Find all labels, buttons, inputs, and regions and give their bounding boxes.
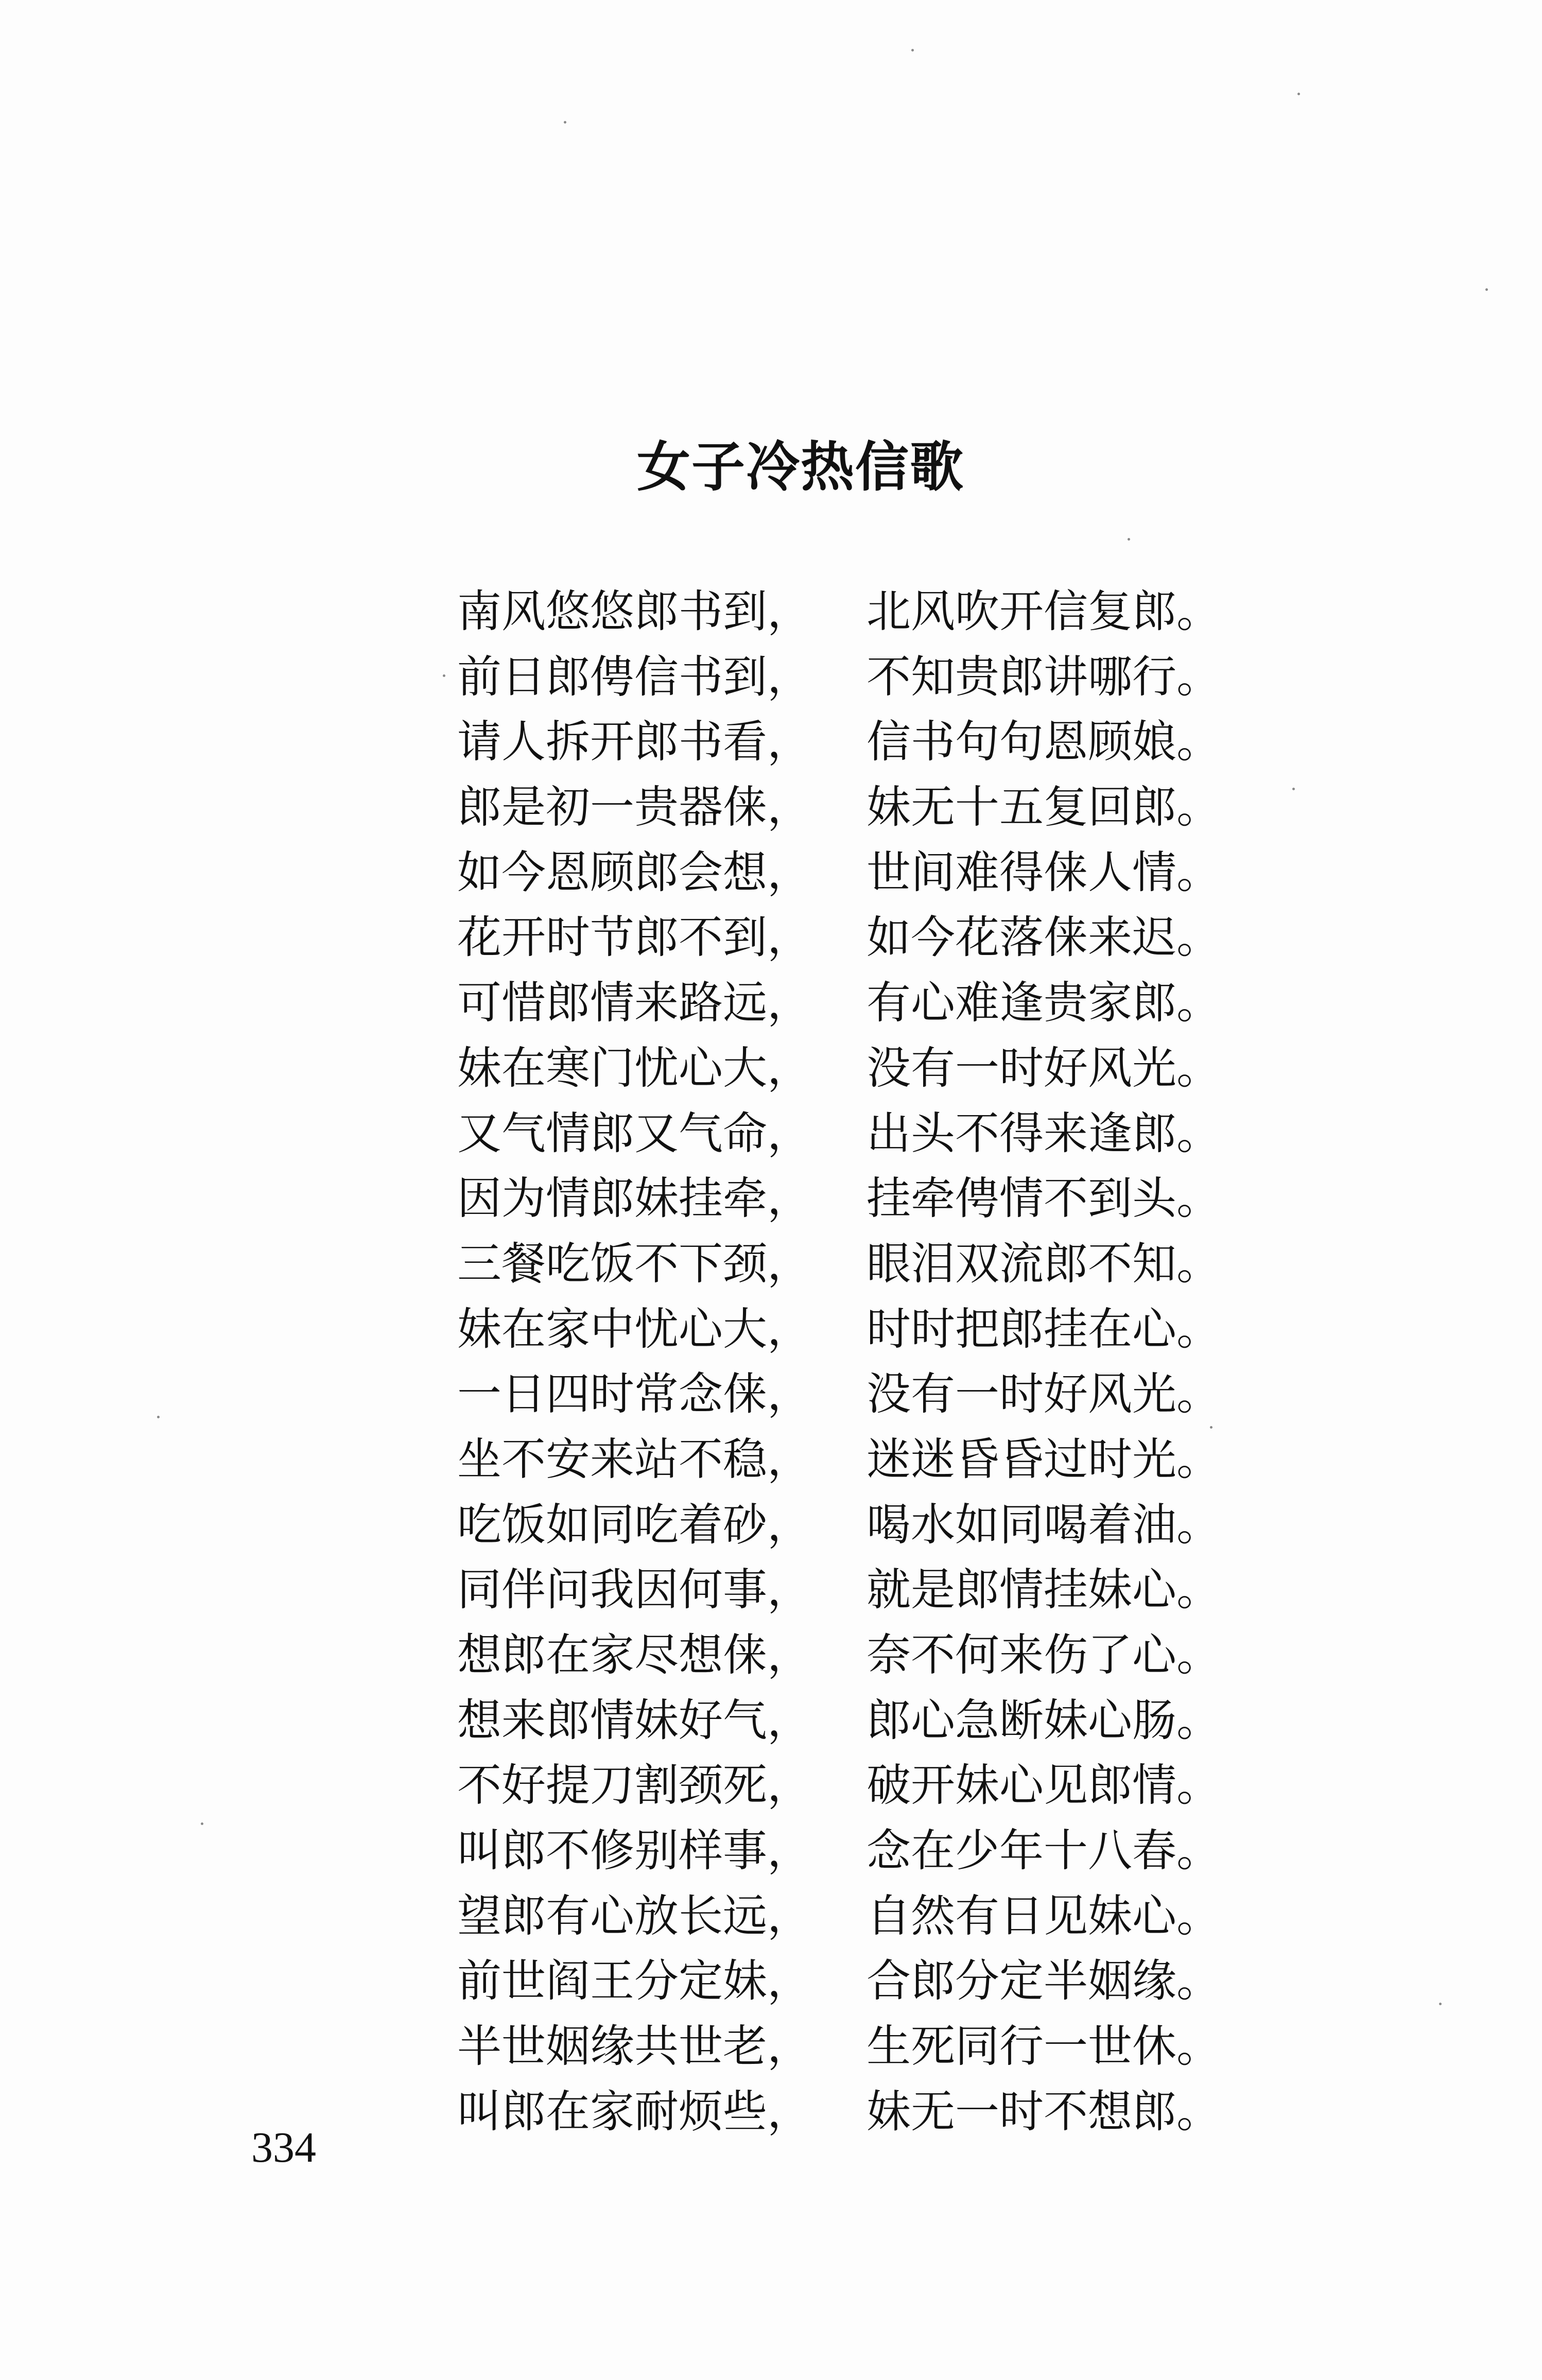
poem-line-second-half: 就是郎情挂妹心。 xyxy=(867,1564,1221,1616)
poem-line-first-half: 妹在家中忧心大， xyxy=(457,1303,811,1355)
poem-line-first-half: 望郎有心放长远， xyxy=(457,1890,811,1942)
poem-line-second-half: 郎心急断妹心肠。 xyxy=(867,1694,1221,1746)
page-number: 334 xyxy=(251,2124,316,2171)
poem-line-second-half: 挂牵俜情不到头。 xyxy=(867,1173,1221,1225)
poem-line-second-half: 眼泪双流郎不知。 xyxy=(867,1238,1221,1290)
poem-line xyxy=(457,579,1229,645)
scan-speck xyxy=(201,1822,203,1825)
poem-line-second-half: 破开妹心见郎情。 xyxy=(867,1760,1221,1812)
poem-line xyxy=(457,1101,1229,1167)
poem-line-first-half: 如今恩顾郎会想， xyxy=(457,846,811,898)
poem-line-second-half: 喝水如同喝着油。 xyxy=(867,1499,1221,1551)
poem-line-first-half: 南风悠悠郎书到， xyxy=(457,586,811,637)
scan-speck xyxy=(1292,788,1295,790)
poem-line-first-half: 叫郎在家耐烦些， xyxy=(457,2086,811,2138)
poem-line-first-half: 半世姻缘共世老， xyxy=(457,2021,811,2073)
poem-line-first-half: 妹在寒门忧心大， xyxy=(457,1042,811,1094)
poem-line xyxy=(457,1231,1229,1297)
scan-speck xyxy=(1485,288,1488,291)
scan-speck xyxy=(157,1416,160,1418)
poem-line-first-half: 不好提刀割颈死， xyxy=(457,1760,811,1812)
poem-line-second-half: 不知贵郎讲哪行。 xyxy=(867,651,1221,703)
poem-line-first-half: 前世阎王分定妹， xyxy=(457,1955,811,2007)
poem-body xyxy=(457,579,1229,2145)
poem-line-first-half: 一日四时常念俫， xyxy=(457,1368,811,1420)
poem-line-first-half: 吃饭如同吃着砂， xyxy=(457,1499,811,1551)
poem-line xyxy=(457,1492,1229,1558)
poem-line-second-half: 信书句句恩顾娘。 xyxy=(867,716,1221,768)
poem-line xyxy=(457,970,1229,1036)
poem-line-second-half: 没有一时好风光。 xyxy=(867,1042,1221,1094)
poem-line-second-half: 奈不何来伤了心。 xyxy=(867,1629,1221,1681)
poem-line xyxy=(457,1884,1229,1949)
poem-line-second-half: 念在少年十八春。 xyxy=(867,1825,1221,1877)
poem-line-second-half: 如今花落俫来迟。 xyxy=(867,912,1221,964)
poem-line-second-half: 迷迷昏昏过时光。 xyxy=(867,1433,1221,1485)
poem-line-first-half: 想郎在家尽想俫， xyxy=(457,1629,811,1681)
poem-line xyxy=(457,645,1229,710)
poem-line xyxy=(457,1297,1229,1362)
poem-line-first-half: 前日郎俜信书到， xyxy=(457,651,811,703)
poem-line-first-half: 叫郎不修别样事， xyxy=(457,1825,811,1877)
scan-speck xyxy=(443,674,445,677)
page-title: 女子冷热信歌 xyxy=(636,436,964,498)
poem-line xyxy=(457,1623,1229,1688)
scan-speck xyxy=(564,121,566,124)
poem-line-second-half: 妹无一时不想郎。 xyxy=(867,2086,1221,2138)
poem-line-first-half: 花开时节郎不到， xyxy=(457,912,811,964)
poem-line-first-half: 因为情郎妹挂牵， xyxy=(457,1173,811,1225)
poem-line-second-half: 没有一时好风光。 xyxy=(867,1368,1221,1420)
poem-line xyxy=(457,840,1229,906)
poem-line-second-half: 有心难逢贵家郎。 xyxy=(867,977,1221,1029)
poem-line xyxy=(457,1427,1229,1492)
poem-line-first-half: 坐不安来站不稳， xyxy=(457,1433,811,1485)
poem-line xyxy=(457,1036,1229,1101)
poem-line xyxy=(457,1362,1229,1427)
poem-line xyxy=(457,905,1229,970)
poem-line xyxy=(457,1166,1229,1231)
scan-speck xyxy=(1128,538,1130,541)
poem-line-second-half: 时时把郎挂在心。 xyxy=(867,1303,1221,1355)
poem-line xyxy=(457,1949,1229,2014)
poem-line-first-half: 郎是初一贵器俫， xyxy=(457,781,811,833)
poem-line-second-half: 北风吹开信复郎。 xyxy=(867,586,1221,637)
poem-line-first-half: 可惜郎情来路远， xyxy=(457,977,811,1029)
poem-line xyxy=(457,1688,1229,1753)
poem-line-second-half: 世间难得俫人情。 xyxy=(867,846,1221,898)
poem-line-second-half: 自然有日见妹心。 xyxy=(867,1890,1221,1942)
poem-line xyxy=(457,775,1229,840)
poem-line xyxy=(457,2079,1229,2145)
poem-line-second-half: 出头不得来逢郎。 xyxy=(867,1107,1221,1159)
poem-line xyxy=(457,2014,1229,2079)
poem-line-first-half: 想来郎情妹好气， xyxy=(457,1694,811,1746)
poem-line-second-half: 生死同行一世休。 xyxy=(867,2021,1221,2073)
scan-speck xyxy=(1439,2003,1442,2005)
poem-line-second-half: 妹无十五复回郎。 xyxy=(867,781,1221,833)
poem-line xyxy=(457,1818,1229,1884)
poem-line xyxy=(457,1557,1229,1623)
poem-line-first-half: 请人拆开郎书看， xyxy=(457,716,811,768)
poem-line-first-half: 又气情郎又气命， xyxy=(457,1107,811,1159)
poem-line xyxy=(457,709,1229,775)
poem-line xyxy=(457,1753,1229,1818)
scan-speck xyxy=(1210,1426,1212,1429)
scan-speck xyxy=(1297,93,1300,95)
poem-line-first-half: 三餐吃饭不下颈， xyxy=(457,1238,811,1290)
poem-line-second-half: 合郎分定半姻缘。 xyxy=(867,1955,1221,2007)
poem-line-first-half: 同伴问我因何事， xyxy=(457,1564,811,1616)
scan-speck xyxy=(911,49,914,51)
